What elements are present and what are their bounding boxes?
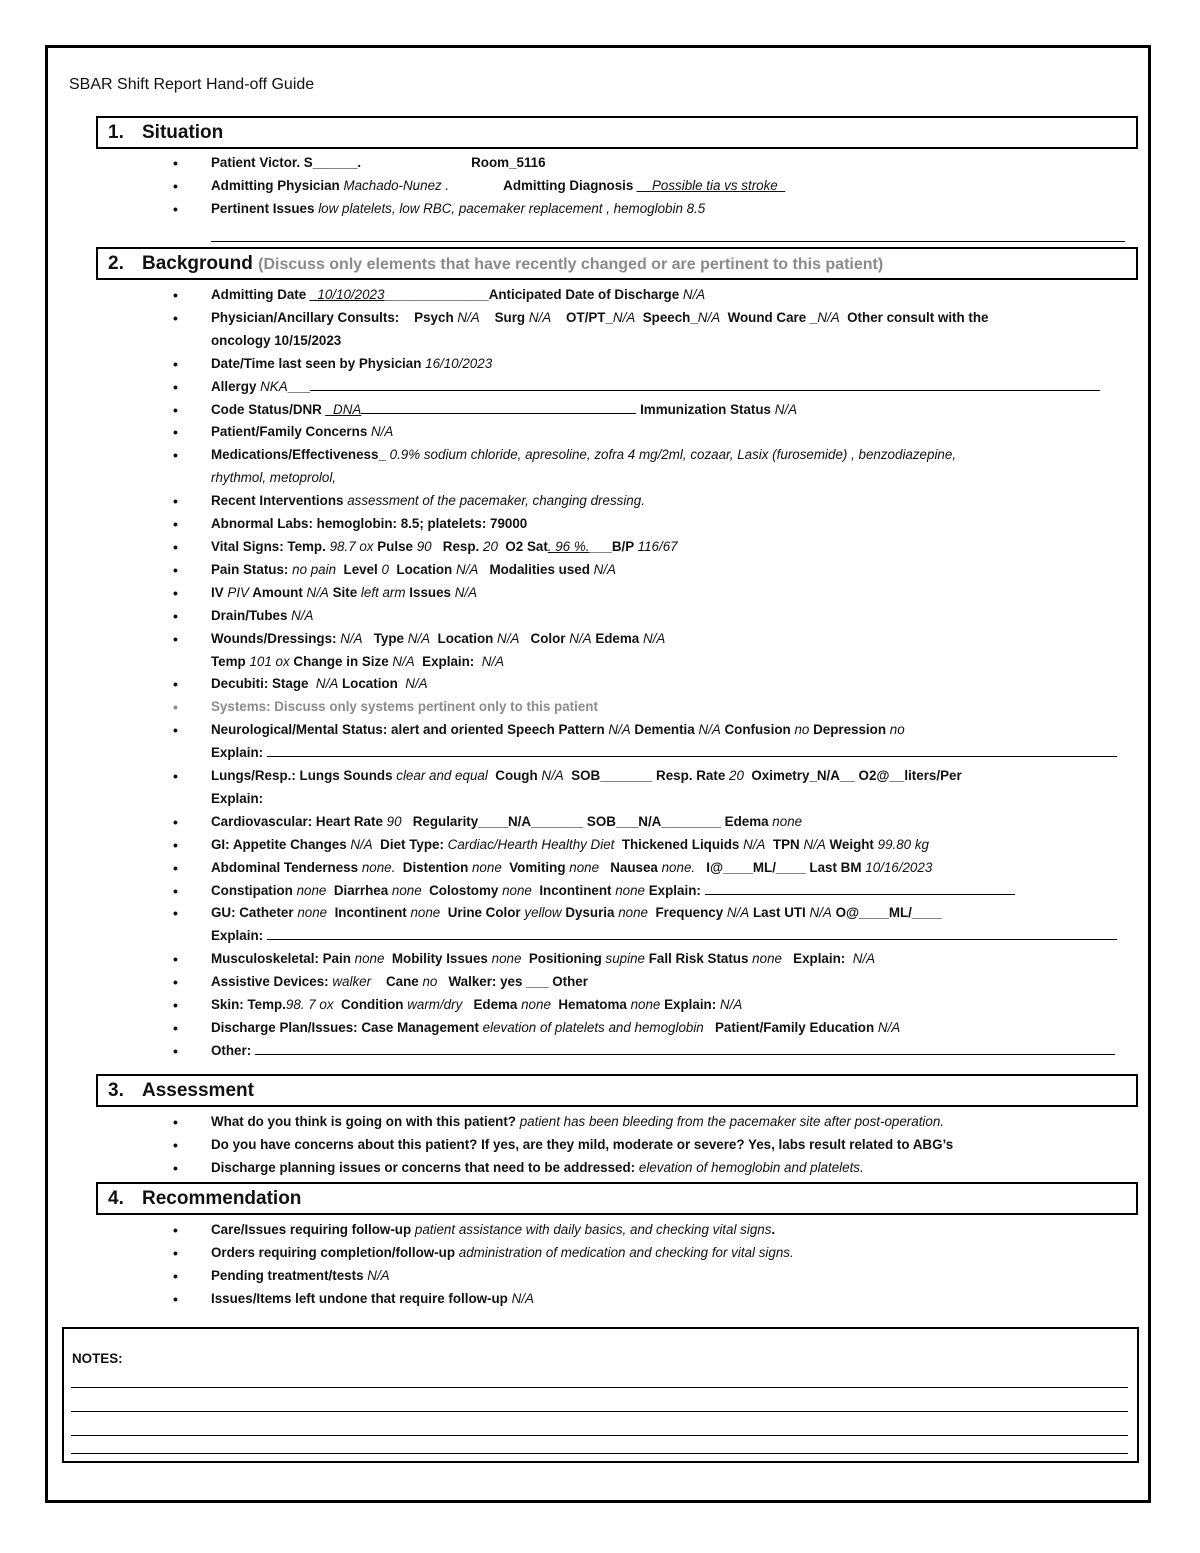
patient-row: • Patient Victor. S______. Room_5116 xyxy=(211,152,1136,175)
document-title: SBAR Shift Report Hand-off Guide xyxy=(69,76,315,93)
recommendation-r3: • Pending treatment/tests N/A xyxy=(211,1265,1136,1288)
pain-status-row: • Pain Status: no pain Level 0 Location N/A Modalities used N/A xyxy=(211,559,1136,582)
gu-explain-row: Explain: xyxy=(211,925,1136,948)
section-title: Background (Discuss only elements that have recently changed or are pertinent to this patient) xyxy=(142,253,884,274)
recommendation-r1: • Care/Issues requiring follow-up patient assistance with daily basics, and checking vital signs. xyxy=(211,1219,1136,1242)
section-assessment-header xyxy=(96,1074,1138,1107)
section-recommendation-header xyxy=(96,1182,1138,1215)
physician-row: • Admitting Physician Machado-Nunez . Admitting Diagnosis __Possible tia vs stroke_ xyxy=(211,175,1136,198)
lungs-explain-row: Explain: xyxy=(211,790,264,806)
abnormal-labs-row: • Abnormal Labs: hemoglobin: 8.5; platelets: 79000 xyxy=(211,513,1136,536)
other-row: • Other: xyxy=(211,1040,1136,1063)
concerns-row: • Patient/Family Concerns N/A xyxy=(211,421,1136,444)
medications-row-cont: rhythmol, metoprolol, xyxy=(211,470,337,486)
situation-list xyxy=(211,152,1136,221)
gu-row: • GU: Catheter none Incontinent none Urine Color yellow Dysuria none Frequency N/A Last UTI N/A O@____ML/____ xyxy=(211,902,1136,925)
medications-row: • Medications/Effectiveness_ 0.9% sodium chloride, apresoline, zofra 4 mg/2ml, cozaar, Lasix (furosemide) , benzodiazepine, xyxy=(211,444,1136,467)
allergy-row: • Allergy NKA___ xyxy=(211,376,1136,399)
systems-row: • Systems: Discuss only systems pertinent only to this patient xyxy=(211,696,1136,719)
notes-line xyxy=(71,1411,1128,1412)
section-title: Situation xyxy=(142,122,224,143)
neuro-explain-row: Explain: xyxy=(211,742,1136,765)
consults-row-cont: oncology 10/15/2023 xyxy=(211,332,342,348)
skin-row: • Skin: Temp.98. 7 ox Condition warm/dry Edema none Hematoma none Explain: N/A xyxy=(211,994,1136,1017)
assessment-q3: • Discharge planning issues or concerns that need to be addressed: elevation of hemoglobin and platelets. xyxy=(211,1157,1136,1180)
constipation-row: • Constipation none Diarrhea none Colostomy none Incontinent none Explain: xyxy=(211,880,1136,903)
section-title: Recommendation xyxy=(142,1188,302,1209)
cardio-row: • Cardiovascular: Heart Rate 90 Regularity____N/A_______ SOB___N/A________ Edema none xyxy=(211,811,1136,834)
recommendation-r2: • Orders requiring completion/follow-up administration of medication and checking for vital signs. xyxy=(211,1242,1136,1265)
recommendation-list xyxy=(211,1219,1136,1311)
section-number: 2. xyxy=(108,253,124,274)
assessment-q1: • What do you think is going on with this patient? patient has been bleeding from the pacemaker site after post-operation. xyxy=(211,1111,1136,1134)
notes-line xyxy=(71,1453,1128,1454)
musculoskeletal-row: • Musculoskeletal: Pain none Mobility Issues none Positioning supine Fall Risk Status none Explain: N/A xyxy=(211,948,1136,971)
neuro-row: • Neurological/Mental Status: alert and oriented Speech Pattern N/A Dementia N/A Confusion no Depression no xyxy=(211,719,1136,742)
situation-underline xyxy=(211,241,1125,242)
assessment-list xyxy=(211,1111,1136,1180)
section-number: 3. xyxy=(108,1080,124,1101)
admitting-date-row: • Admitting Date _10/10/2023______________Anticipated Date of Discharge N/A xyxy=(211,284,1136,307)
abdominal-row: • Abdominal Tenderness none. Distention none Vomiting none Nausea none. I@____ML/____ Last BM 10/16/2023 xyxy=(211,857,1136,880)
discharge-plan-row: • Discharge Plan/Issues: Case Management elevation of platelets and hemoglobin Patient/Family Education N/A xyxy=(211,1017,1136,1040)
lungs-row: • Lungs/Resp.: Lungs Sounds clear and equal Cough N/A SOB_______ Resp. Rate 20 Oximetry_N/A__ O2@__liters/Per xyxy=(211,765,1136,788)
notes-line xyxy=(71,1387,1128,1388)
code-status-row: • Code Status/DNR _DNA Immunization Status N/A xyxy=(211,399,1136,422)
wounds-row-cont: Temp 101 ox Change in Size N/A Explain: N/A xyxy=(211,653,505,669)
background-list xyxy=(211,284,1136,1063)
assessment-q2: • Do you have concerns about this patient? If yes, are they mild, moderate or severe? Yes, labs result related to ABG’s xyxy=(211,1134,1136,1157)
interventions-row: • Recent Interventions assessment of the pacemaker, changing dressing. xyxy=(211,490,1136,513)
section-number: 1. xyxy=(108,122,124,143)
gi-row: • GI: Appetite Changes N/A Diet Type: Cardiac/Hearth Healthy Diet Thickened Liquids N/A TPN N/A Weight 99.80 kg xyxy=(211,834,1136,857)
decubiti-row: • Decubiti: Stage N/A Location N/A xyxy=(211,673,1136,696)
drain-tubes-row: • Drain/Tubes N/A xyxy=(211,605,1136,628)
section-background-header xyxy=(96,247,1138,280)
notes-box xyxy=(62,1327,1139,1463)
iv-row: • IV PIV Amount N/A Site left arm Issues N/A xyxy=(211,582,1136,605)
section-subtitle: (Discuss only elements that have recently changed or are pertinent to this patient) xyxy=(258,256,884,273)
notes-line xyxy=(71,1435,1128,1436)
recommendation-r4: • Issues/Items left undone that require follow-up N/A xyxy=(211,1288,1136,1311)
vital-signs-row: • Vital Signs: Temp. 98.7 ox Pulse 90 Resp. 20 O2 Sat. 96 %.___B/P 116/67 xyxy=(211,536,1136,559)
assistive-devices-row: • Assistive Devices: walker Cane no Walker: yes ___ Other xyxy=(211,971,1136,994)
section-title: Assessment xyxy=(142,1080,254,1101)
notes-label: NOTES: xyxy=(72,1351,123,1366)
wounds-row: • Wounds/Dressings: N/A Type N/A Location N/A Color N/A Edema N/A xyxy=(211,628,1136,651)
last-seen-row: • Date/Time last seen by Physician 16/10/2023 xyxy=(211,353,1136,376)
consults-row: • Physician/Ancillary Consults: Psych N/A Surg N/A OT/PT_N/A Speech_N/A Wound Care _N/A Other consult with the xyxy=(211,307,1136,330)
pertinent-issues-row: • Pertinent Issues low platelets, low RBC, pacemaker replacement , hemoglobin 8.5 xyxy=(211,198,1136,221)
section-number: 4. xyxy=(108,1188,124,1209)
section-situation-header xyxy=(96,116,1138,149)
